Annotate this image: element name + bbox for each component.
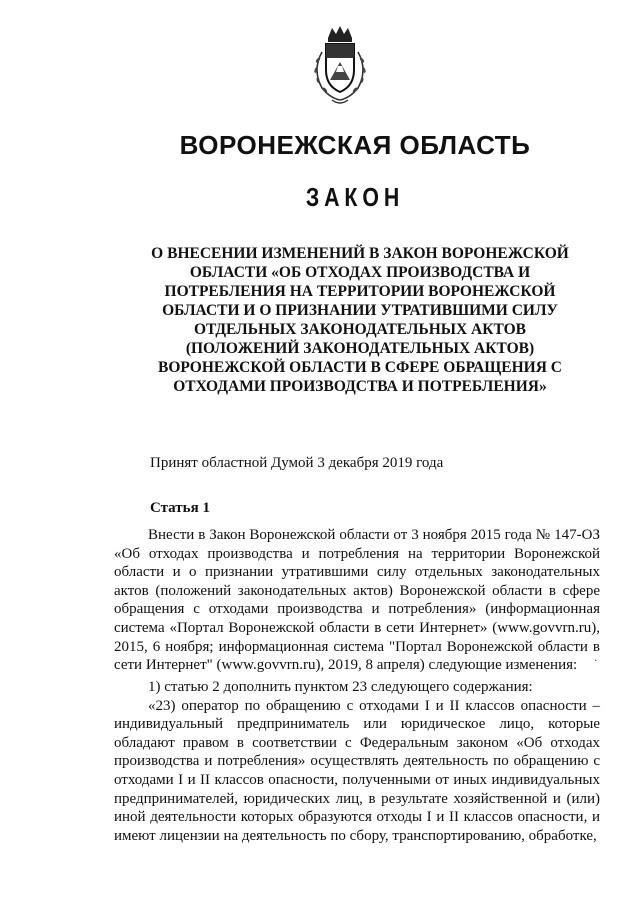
- amendment-item-1-text: «23) оператор по обращению с отходами I и II классов опасности – индивидуальный предприниматель или юридическое лицо, которые обладают правом в соответствии с Федеральным законом «Об отходах производства и потребления» осуществлять деятельность по обращению с отходами I и II классов опасности, полученными от иных индивидуальных предпринимателей, юридических лиц, в результате хозяйственной и (или) иной деятельности которых образуются отходы I и II классов опасности, и имеют лицензии на деятельность по сбору, транспортированию, обработке,: [114, 697, 600, 844]
- document-type: ЗАКОН: [305, 182, 405, 212]
- coat-of-arms-icon: [298, 22, 382, 108]
- region-name: ВОРОНЕЖСКАЯ ОБЛАСТЬ: [179, 130, 531, 160]
- article-heading: Статья 1: [150, 500, 210, 516]
- adoption-note: Принят областной Думой 3 декабря 2019 года: [150, 455, 444, 471]
- article-intro-paragraph: Внести в Закон Воронежской области от 3 ноября 2015 года № 147-ОЗ «Об отходах производства и потребления на территории Воронежской области и о признании утратившими силу отдельных законодательных актов (положений законодательных актов) Воронежской области в сфере обращения с отходами производства и потребления» (информационная система «Портал Воронежской области в сети Интернет» (www.govvrn.ru), 2015, 6 ноября; информационная система "Портал Воронежской области в сети Интернет" (www.govvrn.ru), 2019, 8 апреля) следующие изменения:: [114, 527, 600, 674]
- scan-mark: ·: [594, 656, 598, 667]
- amendment-block: [114, 678, 600, 845]
- amendment-item-1: 1) статью 2 дополнить пунктом 23 следующего содержания:: [148, 679, 533, 695]
- law-title: О ВНЕСЕНИИ ИЗМЕНЕНИЙ В ЗАКОН ВОРОНЕЖСКОЙ ОБЛАСТИ «ОБ ОТХОДАХ ПРОИЗВОДСТВА И ПОТРЕБЛЕНИЯ НА ТЕРРИТОРИИ ВОРОНЕЖСКОЙ ОБЛАСТИ И О ПРИЗНАНИИ УТРАТИВШИМИ СИЛУ ОТДЕЛЬНЫХ ЗАКОНОДАТЕЛЬНЫХ АКТОВ (ПОЛОЖЕНИЙ ЗАКОНОДАТЕЛЬНЫХ АКТОВ) ВОРОНЕЖСКОЙ ОБЛАСТИ В СФЕРЕ ОБРАЩЕНИЯ С ОТХОДАМИ ПРОИЗВОДСТВА И ПОТРЕБЛЕНИЯ»: [151, 245, 569, 395]
- article-intro-block: [114, 526, 600, 675]
